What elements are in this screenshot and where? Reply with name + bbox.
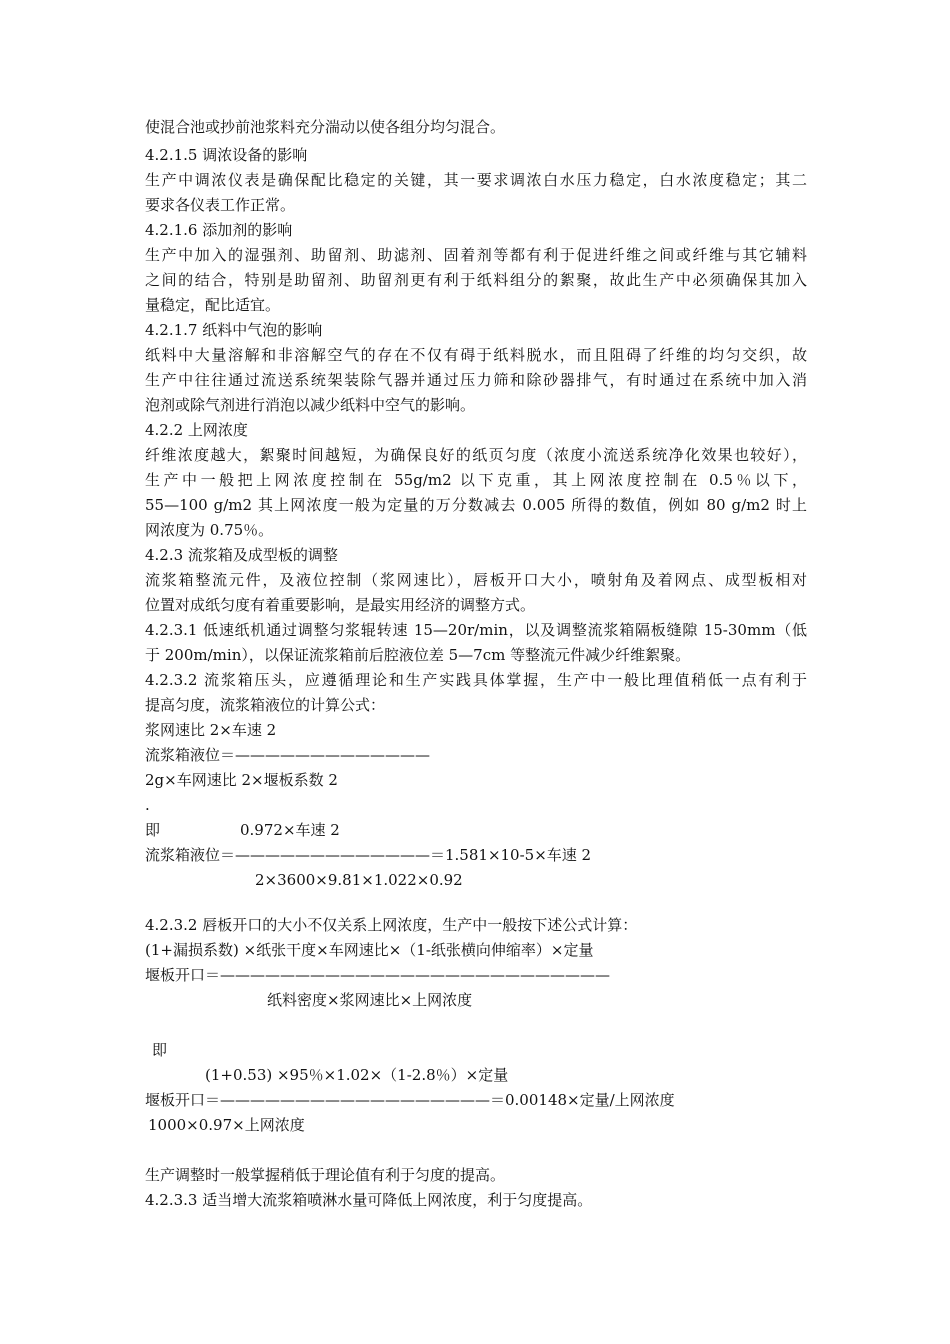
text-line: 生产中加入的湿强剂、助留剂、助滤剂、固着剂等都有利于促进纤维之间或纤维与其它辅料 (145, 246, 807, 264)
section-heading: 4.2.1.7 纸料中气泡的影响 (145, 321, 323, 339)
text-line: 4.2.3.2 流浆箱压头，应遵循理论和生产实践具体掌握，生产中一般比理值稍低一点有利于 (145, 671, 807, 689)
text-line: 之间的结合，特别是助留剂、助留剂更有利于纸料组分的絮聚，故此生产中必须确保其加入 (145, 271, 807, 289)
section-heading: 4.2.2 上网浓度 (145, 421, 248, 439)
formula-line: 堰板开口＝—————————————————————————— (145, 966, 611, 984)
text-line: 位置对成纸匀度有着重要影响，是最实用经济的调整方式。 (145, 596, 536, 614)
text-line: 生产中调浓仪表是确保配比稳定的关键，其一要求调浓白水压力稳定，白水浓度稳定；其二 (145, 171, 807, 189)
formula-numerator: 0.972×车速 2 (240, 821, 340, 839)
text-line: 生产调整时一般掌握稍低于理论值有利于匀度的提高。 (145, 1166, 506, 1184)
formula-denominator: 2×3600×9.81×1.022×0.92 (255, 871, 463, 889)
text-line: 要求各仪表工作正常。 (145, 196, 296, 214)
text-line: 即 (145, 821, 161, 839)
section-heading: 4.2.3 流浆箱及成型板的调整 (145, 546, 338, 564)
formula-line: 流浆箱液位＝————————————— (145, 746, 431, 764)
text-line: 于 200m/min），以保证流浆箱前后腔液位差 5—7cm 等整流元件减少纤维絮聚。 (145, 646, 691, 664)
formula-denominator: 1000×0.97×上网浓度 (148, 1116, 305, 1134)
formula-numerator: 浆网速比 2×车速 2 (145, 721, 277, 739)
formula-denominator: 纸料密度×浆网速比×上网浓度 (267, 991, 473, 1009)
formula-numerator: (1+0.53) ×95％×1.02×（1-2.8％）×定量 (205, 1066, 509, 1084)
text-line: 纤维浓度越大，絮聚时间越短，为确保良好的纸页匀度（浓度小流送系统净化效果也较好）， (145, 446, 807, 464)
formula-line: 堰板开口＝——————————————————＝0.00148×定量/上网浓度 (145, 1091, 675, 1109)
text-line: 纸料中大量溶解和非溶解空气的存在不仅有碍于纸料脱水，而且阻碍了纤维的均匀交织，故 (145, 346, 807, 364)
section-heading: 4.2.1.6 添加剂的影响 (145, 221, 293, 239)
text-line: 即 (152, 1041, 168, 1059)
text-line: 流浆箱整流元件，及液位控制（浆网速比），唇板开口大小，喷射角及着网点、成型板相对 (145, 571, 807, 589)
section-heading: 4.2.3.2 唇板开口的大小不仅关系上网浓度，生产中一般按下述公式计算： (145, 916, 638, 934)
formula-numerator: (1+漏损系数) ×纸张干度×车网速比×（1-纸张横向伸缩率）×定量 (145, 941, 594, 959)
text-line: 网浓度为 0.75％。 (145, 521, 274, 539)
section-heading: 4.2.1.5 调浓设备的影响 (145, 146, 308, 164)
text-line: 55—100 g/m2 其上网浓度一般为定量的万分数减去 0.005 所得的数值，例如 80 g/m2 时上 (145, 496, 807, 514)
text-line: 量稳定，配比适宜。 (145, 296, 281, 314)
formula-line: 流浆箱液位＝—————————————＝1.581×10-5×车速 2 (145, 846, 592, 864)
text-line: 提高匀度，流浆箱液位的计算公式： (145, 696, 386, 714)
text-line: 4.2.3.1 低速纸机通过调整匀浆辊转速 15—20r/min，以及调整流浆箱隔板缝隙 15-30mm（低 (145, 621, 807, 639)
text-line: 使混合池或抄前池浆料充分湍动以使各组分均匀混合。 (145, 118, 506, 136)
text-line: 生产中一般把上网浓度控制在 55g/m2 以下克重，其上网浓度控制在 0.5％以下， (145, 471, 807, 489)
section-heading: 4.2.3.3 适当增大流浆箱喷淋水量可降低上网浓度，利于匀度提高。 (145, 1191, 593, 1209)
text-line: 生产中往往通过流送系统架装除气器并通过压力筛和除砂器排气，有时通过在系统中加入消 (145, 371, 807, 389)
text-line: . (145, 796, 150, 814)
formula-denominator: 2g×车网速比 2×堰板系数 2 (145, 771, 338, 789)
text-line: 泡剂或除气剂进行消泡以减少纸料中空气的影响。 (145, 396, 476, 414)
